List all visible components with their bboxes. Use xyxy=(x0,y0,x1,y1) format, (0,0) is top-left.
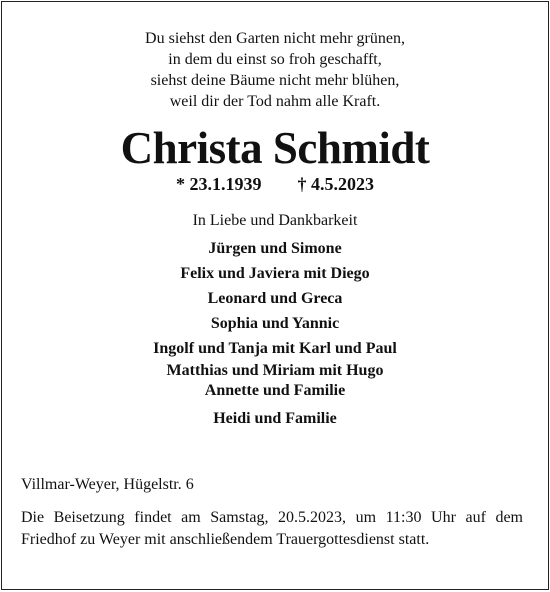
funeral-service-info: Die Beisetzung findet am Samstag, 20.5.2023, um 11:30 Uhr auf dem Friedhof zu Weyer mit anschließendem Trauergottesdienst statt. xyxy=(21,509,523,548)
poem-line: siehst deine Bäume nicht mehr blühen, xyxy=(150,72,400,89)
mourner-line: Matthias und Miriam mit Hugo xyxy=(166,362,384,379)
death-date: † 4.5.2023 xyxy=(297,174,374,194)
mourners-intro: In Liebe und Dankbarkeit xyxy=(192,212,358,229)
mourners-list xyxy=(2,236,548,431)
mourner-line: Leonard und Greca xyxy=(207,290,343,307)
mourner-line: Sophia und Yannic xyxy=(210,315,340,332)
memorial-poem xyxy=(2,28,548,112)
birth-date: * 23.1.1939 xyxy=(176,174,262,194)
poem-line: Du siehst den Garten nicht mehr grünen, xyxy=(145,30,405,47)
mourner-line: Felix und Javiera mit Diego xyxy=(180,265,370,282)
deceased-name: Christa Schmidt xyxy=(120,123,430,173)
family-address: Villmar-Weyer, Hügelstr. 6 xyxy=(21,476,194,493)
poem-line: in dem du einst so froh geschafft, xyxy=(168,51,382,68)
mourner-line: Annette und Familie xyxy=(204,382,346,399)
obituary-notice xyxy=(1,1,549,590)
life-dates xyxy=(2,172,548,196)
mourner-line: Ingolf und Tanja mit Karl und Paul xyxy=(153,340,397,357)
poem-line: weil dir der Tod nahm alle Kraft. xyxy=(169,93,381,110)
mourner-line: Jürgen und Simone xyxy=(208,240,342,257)
mourner-line: Heidi und Familie xyxy=(213,410,337,427)
